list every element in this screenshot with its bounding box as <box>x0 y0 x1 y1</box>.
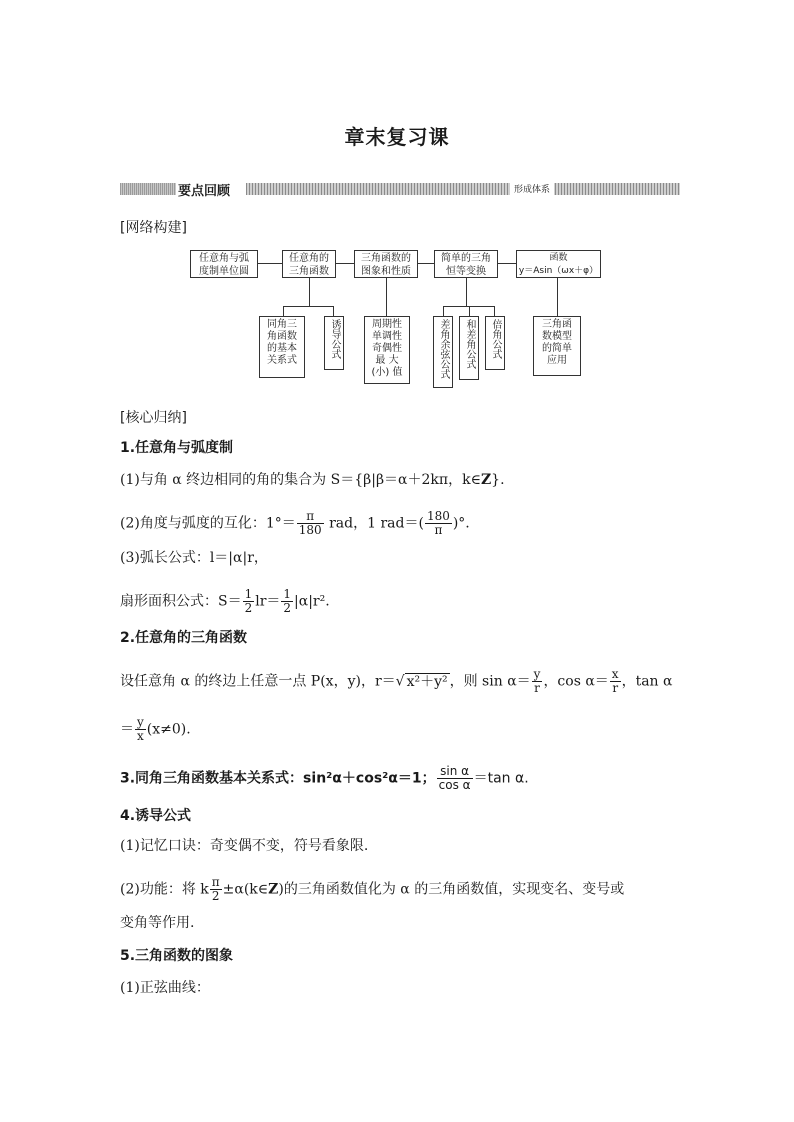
fraction-numerator: π <box>211 875 220 889</box>
text-span: rad，1 rad＝( <box>324 515 424 532</box>
diagram-node-properties: 周期性 单调性 奇偶性 最 大 (小) 值 <box>364 316 410 384</box>
band-bar-right <box>246 183 680 195</box>
band-bar-left <box>120 183 176 195</box>
connector <box>443 306 444 316</box>
diagram-node-trig-function: 任意角的 三角函数 <box>282 250 336 278</box>
fraction-denominator: 2 <box>244 601 253 615</box>
text-coterminal-set <box>120 470 505 490</box>
connector <box>258 263 282 264</box>
fraction <box>243 588 255 615</box>
connector <box>386 278 387 316</box>
text-sine-curve: (1)正弦曲线： <box>120 980 210 996</box>
fraction-denominator: r <box>534 681 540 695</box>
fraction-numerator: y <box>533 667 541 681</box>
text-degree-radian-conversion <box>120 510 470 537</box>
diagram-node-angle-radian: 任意角与弧 度制单位圆 <box>190 250 258 278</box>
fraction-denominator: 180 <box>298 523 322 537</box>
text-span: Z <box>268 881 279 898</box>
heading-angle-radian: 1.任意角与弧度制 <box>120 440 234 456</box>
diagram-node-asin-function: 函数 y＝Asin（ωx＋φ） <box>516 250 601 278</box>
connector <box>309 278 310 306</box>
fraction <box>297 510 324 537</box>
diagram-node-diff-cos-text: 差角余弦公式 <box>438 319 449 379</box>
section-core-heading: [核心归纳] <box>120 410 187 426</box>
heading-induction-formula: 4.诱导公式 <box>120 808 192 824</box>
diagram-node-basic-relation: 同角三 角函数 的基本 关系式 <box>259 316 305 378</box>
diagram-node-double-angle-text: 倍角公式 <box>490 319 501 359</box>
diagram-node-double-angle-formula <box>485 316 505 370</box>
text-span: ，则 sin α＝ <box>449 673 531 690</box>
text-span: Z <box>480 472 492 488</box>
text-span: (1)与角 α 终边相同的角的集合为 S＝{β|β＝α＋2kπ，k∈ <box>120 472 481 488</box>
fraction-denominator: 2 <box>283 601 292 615</box>
connector <box>283 306 284 316</box>
text-span: ±α(k∈ <box>222 881 269 898</box>
text-span: ，cos α＝ <box>543 673 609 690</box>
connector <box>498 263 516 264</box>
text-arc-length: (3)弧长公式：l＝|α|r， <box>120 550 268 566</box>
text-span: (2)功能：将 k <box>120 881 209 898</box>
fraction-denominator: cos α <box>438 778 471 792</box>
fraction-numerator: π <box>297 510 324 524</box>
connector <box>494 306 495 316</box>
diagram-node-induction-formula <box>324 316 344 370</box>
text-span: )°. <box>452 515 470 532</box>
fraction <box>437 765 473 792</box>
text-span: 扇形面积公式：S＝ <box>120 593 242 610</box>
text-sector-area <box>120 588 330 615</box>
text-span: 3.同角三角函数基本关系式：sin²α＋cos²α＝1； <box>120 770 436 787</box>
fraction-numerator: 1 <box>283 587 292 601</box>
connector <box>557 278 558 316</box>
diagram-node-graph-property: 三角函数的 图象和性质 <box>354 250 418 278</box>
text-induction-function-cont: 变角等作用. <box>120 915 195 931</box>
connector <box>466 278 467 306</box>
diagram-node-diff-cos-formula <box>433 316 453 388</box>
connector <box>333 306 334 316</box>
heading-trig-graphs: 5.三角函数的图象 <box>120 948 234 964</box>
page-title: 章末复习课 <box>344 125 450 149</box>
fraction-denominator: π <box>434 523 443 537</box>
connector <box>418 263 434 264</box>
section-network-heading: [网络构建] <box>120 220 187 236</box>
connector <box>283 306 334 307</box>
fraction <box>425 510 452 537</box>
text-trig-definition: 设任意角 α 的终边上任意一点 P(x，y)，r＝√ x²＋y² ，则 sin α＝ $\frac{y}{r}$ ，cos α＝ $\frac{x}{r}$ ，tan α <box>120 667 673 695</box>
fraction-numerator: 180 <box>426 509 450 523</box>
fraction-denominator: r <box>612 681 619 695</box>
fraction <box>610 668 621 695</box>
text-span: ＝tan α. <box>473 770 529 787</box>
heading-basic-relation <box>120 765 529 792</box>
text-induction-function <box>120 876 624 903</box>
section-band <box>120 181 680 197</box>
fraction <box>281 588 293 615</box>
text-span: ，tan α <box>621 673 673 690</box>
connector <box>469 306 470 316</box>
diagram-node-model-application: 三角函 数模型 的简单 应用 <box>533 316 581 376</box>
text-span: 设任意角 α 的终边上任意一点 P(x，y)，r＝ <box>120 673 396 690</box>
heading-trig-function: 2.任意角的三角函数 <box>120 630 248 646</box>
text-span: |α|r². <box>294 593 330 610</box>
band-label-main: 要点回顾 <box>178 184 231 199</box>
text-memory-rhyme: (1)记忆口诀：奇变偶不变，符号看象限. <box>120 838 369 854</box>
band-label-side: 形成体系 <box>510 182 554 195</box>
text-span: ＝ <box>120 721 134 738</box>
fraction-numerator: x <box>611 667 619 681</box>
text-span: )的三角函数值化为 α 的三角函数值，实现变名、变号或 <box>278 881 625 898</box>
text-span: }. <box>491 472 505 488</box>
text-span: (x≠0). <box>146 721 191 738</box>
fraction-denominator: 2 <box>211 889 220 903</box>
fraction-denominator: x <box>137 729 144 743</box>
fraction <box>135 716 146 743</box>
fraction <box>532 668 543 695</box>
sqrt-expression: x²＋y² <box>406 673 448 690</box>
diagram-node-sum-diff-formula <box>459 316 479 380</box>
diagram-node-identity-transform: 简单的三角 恒等变换 <box>434 250 498 278</box>
fraction-numerator: sin α <box>437 765 473 779</box>
text-span: (2)角度与弧度的互化：1°＝ <box>120 515 296 532</box>
text-span: lr＝ <box>255 593 281 610</box>
fraction-numerator: y <box>137 715 144 729</box>
diagram-node-sum-diff-text: 和差角公式 <box>464 319 475 369</box>
fraction-numerator: 1 <box>244 587 253 601</box>
fraction <box>210 876 222 903</box>
connector <box>336 263 354 264</box>
text-tan-definition <box>120 716 191 743</box>
diagram-node-induction-formula-text: 诱导公式 <box>329 319 340 359</box>
